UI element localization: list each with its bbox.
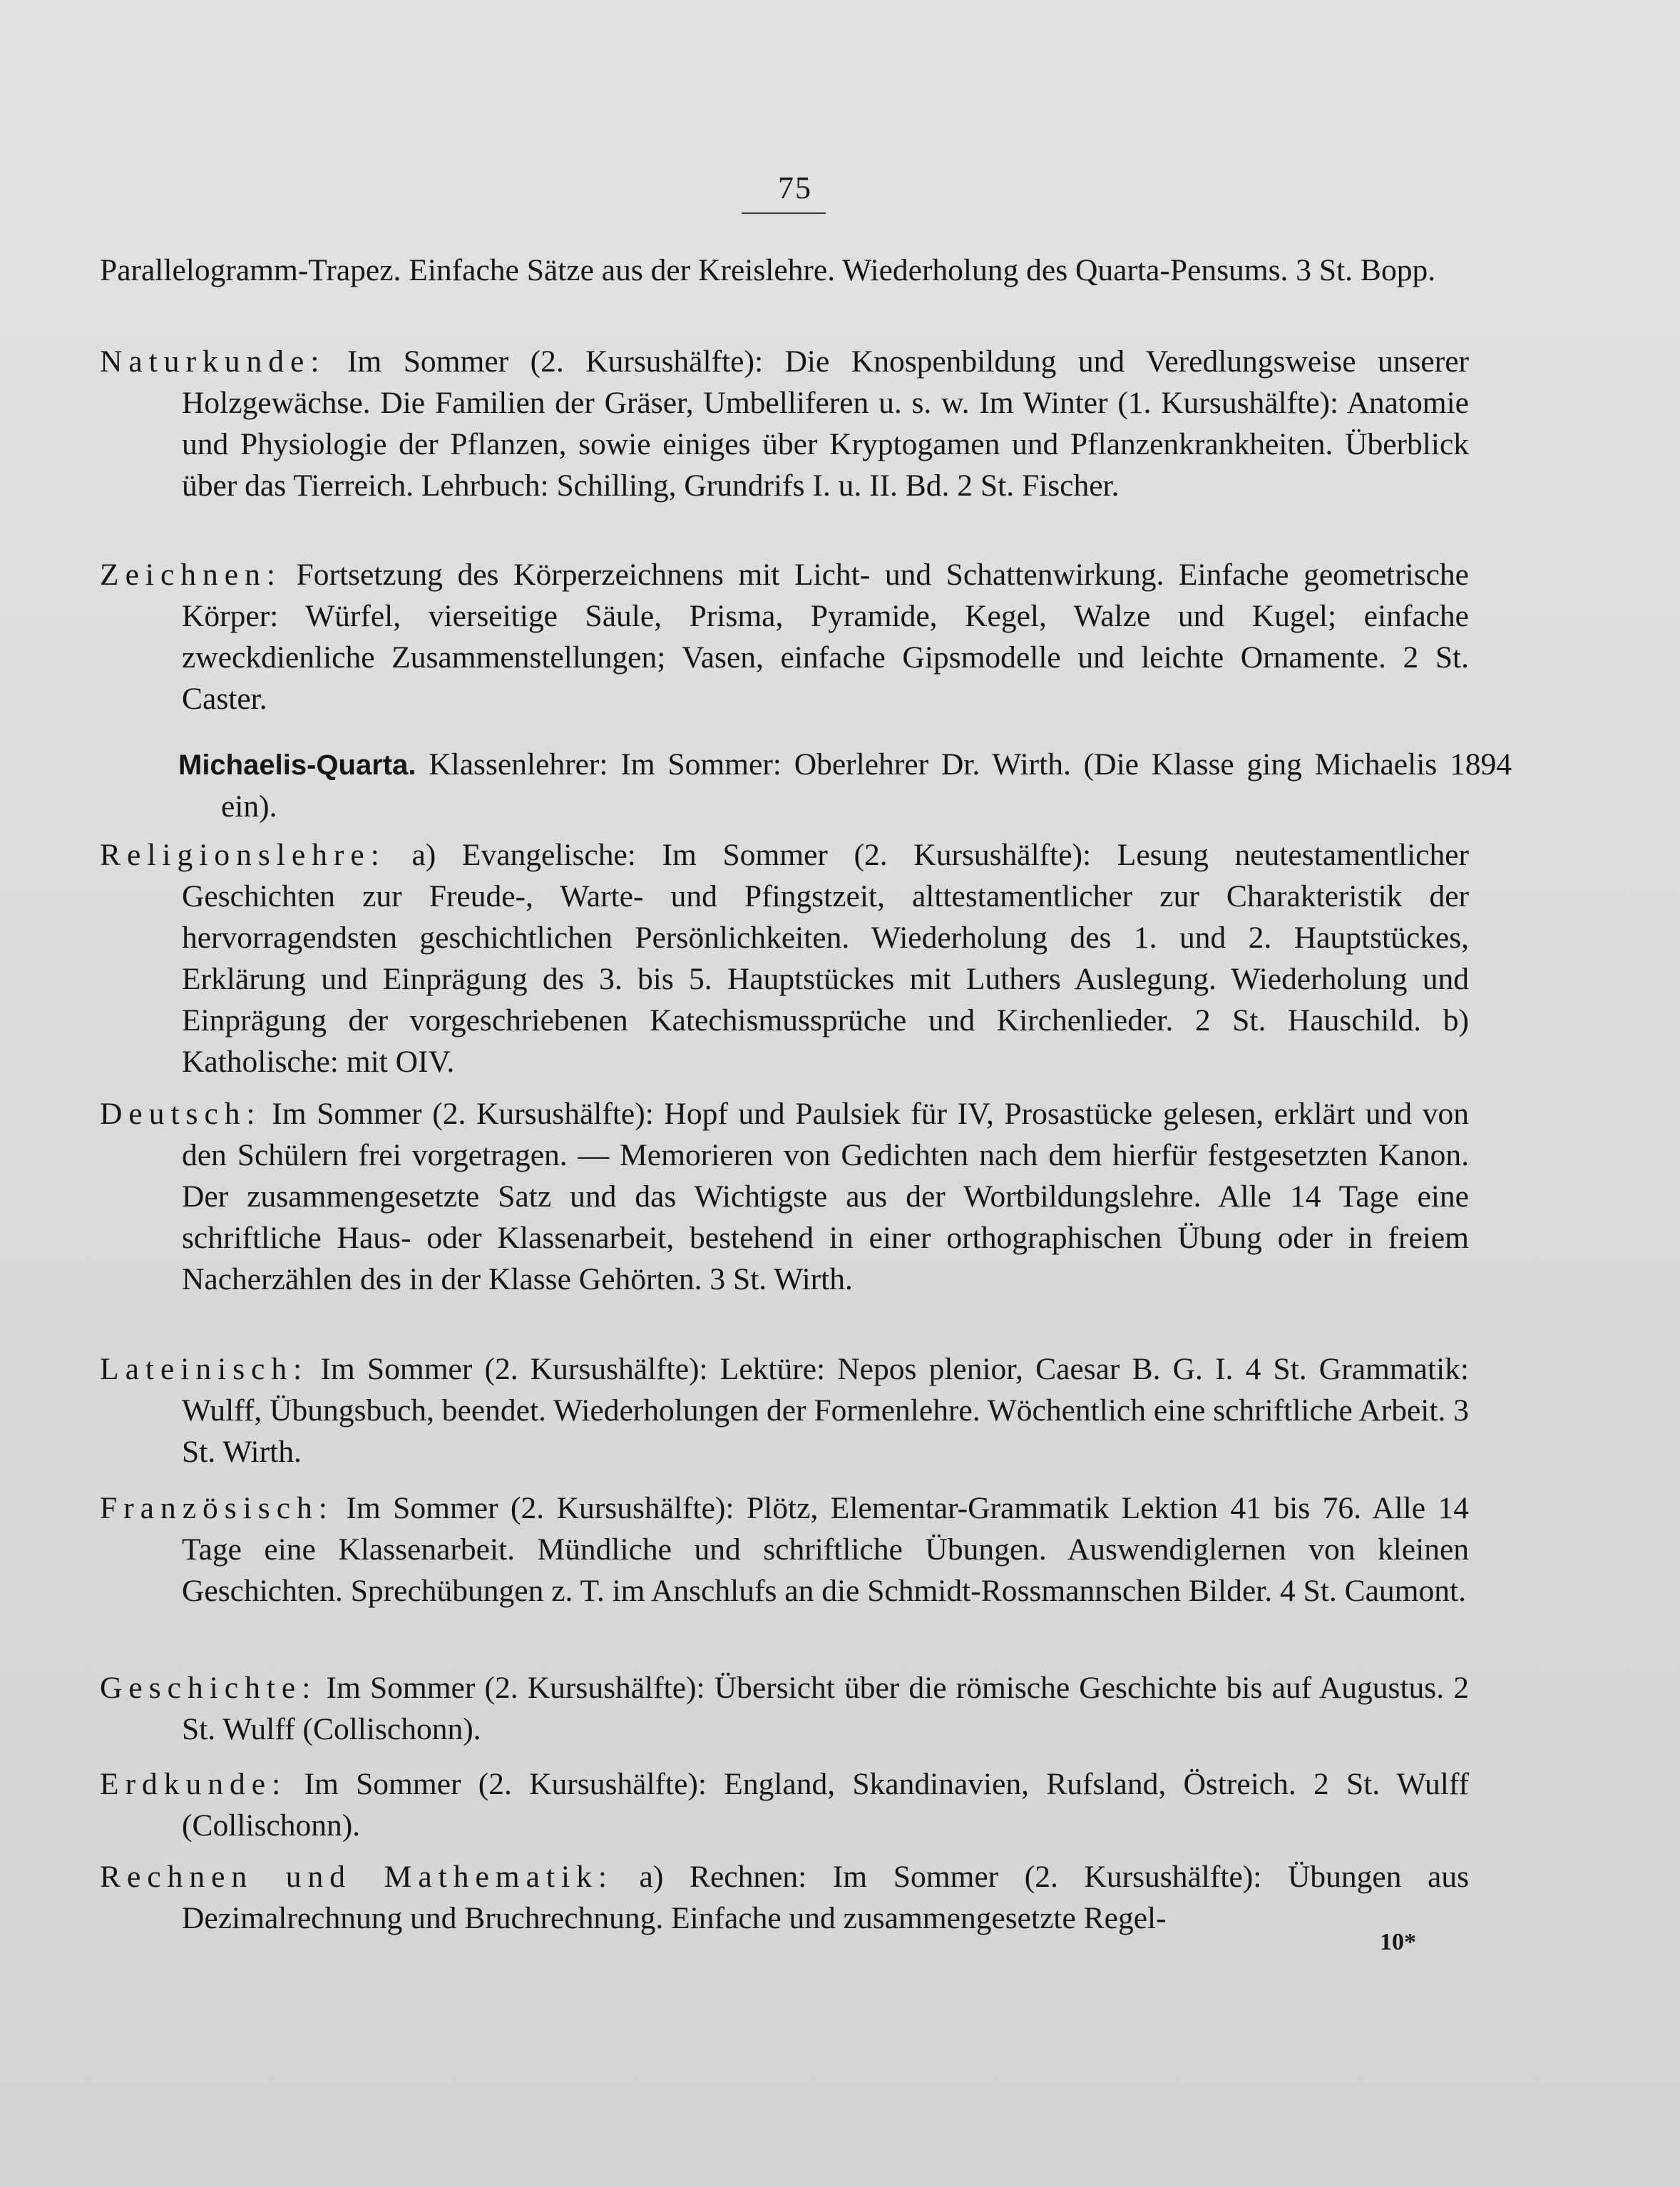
- section-lateinisch: [100, 1348, 1470, 1472]
- class-heading: [178, 744, 1512, 827]
- printer-signature: 10*: [1380, 1929, 1416, 1955]
- page-number-rule: [742, 212, 826, 214]
- section-rechnen-mathematik: [100, 1856, 1470, 1939]
- section-deutsch: [100, 1093, 1470, 1300]
- section-geschichte: [100, 1667, 1469, 1750]
- section-religionslehre: [100, 834, 1469, 1082]
- section-text: Im Sommer (2. Kursushälfte): Übersicht über die römische Geschichte bis auf Augustus. 2 St. Wulff (Collischonn).: [182, 1671, 1469, 1746]
- section-text: a) Evangelische: Im Sommer (2. Kursushälfte): Lesung neutestamentlicher Geschichten zur Freude-, Warte- und Pfingstzeit, alttestamentlicher zur Charakteristik der hervorragendsten geschichtlichen Persönlichkeiten. Wiederholung des 1. und 2. Hauptstückes, Erklärung und Einprägung des 3. bis 5. Hauptstückes mit Luthers Auslegung. Wiederholung und Einprägung der vorgeschriebenen Katechismussprüche und Kirchenlieder. 2 St. Hauschild. b) Katholische: mit OIV.: [182, 838, 1469, 1079]
- section-text: Im Sommer (2. Kursushälfte): England, Skandinavien, Rufsland, Östreich. 2 St. Wulff (Collischonn).: [182, 1767, 1470, 1843]
- class-title: Michaelis-Quarta.: [178, 749, 416, 781]
- section-naturkunde: [100, 341, 1469, 506]
- section-text: Im Sommer (2. Kursushälfte): Plötz, Elementar-Grammatik Lektion 41 bis 76. Alle 14 Tage eine Klassenarbeit. Mündliche und schriftliche Übungen. Auswendiglernen von kleinen Geschichten. Sprechübungen z. T. im Anschlufs an die Schmidt-Rossmannschen Bilder. 4 St. Caumont.: [182, 1491, 1469, 1608]
- section-text: Im Sommer (2. Kursushälfte): Die Knospenbildung und Veredlungsweise unserer Holzgewächse. Die Familien der Gräser, Umbelliferen u. s. w. Im Winter (1. Kursushälfte): Anatomie und Physiologie der Pflanzen, sowie einiges über Kryptogamen und Pflanzenkrankheiten. Überblick über das Tierreich. Lehrbuch: Schilling, Grundrifs I. u. II. Bd. 2 St. Fischer.: [182, 344, 1469, 503]
- section-zeichnen: [100, 554, 1469, 719]
- page-number: 75: [778, 170, 812, 205]
- class-heading-text: Klassenlehrer: Im Sommer: Oberlehrer Dr. Wirth. (Die Klasse ging Michaelis 1894 ein).: [221, 747, 1512, 824]
- section-heading: Deutsch:: [100, 1097, 262, 1131]
- section-erdkunde: [100, 1763, 1470, 1846]
- section-heading: Zeichnen:: [100, 558, 282, 592]
- section-text: Fortsetzung des Körperzeichnens mit Licht- und Schattenwirkung. Einfache geometrische Körper: Würfel, vierseitige Säule, Prisma, Pyramide, Kegel, Walze und Kugel; einfache zweckdienliche Zusammenstellungen; Vasen, einfache Gipsmodelle und leichte Ornamente. 2 St. Caster.: [182, 558, 1469, 716]
- section-text: a) Rechnen: Im Sommer (2. Kursushälfte): Übungen aus Dezimalrechnung und Bruchrechnung. Einfache und zusammengesetzte Regel-: [182, 1860, 1470, 1935]
- section-heading: Naturkunde:: [100, 344, 326, 379]
- section-heading: Religionslehre:: [100, 838, 386, 872]
- section-continuation: [100, 250, 1469, 291]
- section-text: Im Sommer (2. Kursushälfte): Lektüre: Nepos plenior, Caesar B. G. I. 4 St. Grammatik: Wulff, Übungsbuch, beendet. Wiederholungen der Formenlehre. Wöchentlich eine schriftliche Arbeit. 3 St. Wirth.: [182, 1352, 1470, 1469]
- section-text: Im Sommer (2. Kursushälfte): Hopf und Paulsiek für IV, Prosastücke gelesen, erklärt und von den Schülern frei vorgetragen. — Memorieren von Gedichten nach dem hierfür festgesetzten Kanon. Der zusammengesetzte Satz und das Wichtigste aus der Wortbildungslehre. Alle 14 Tage eine schriftliche Haus- oder Klassenarbeit, bestehend in einer orthographischen Übung oder in freiem Nacherzählen des in der Klasse Gehörten. 3 St. Wirth.: [182, 1097, 1470, 1296]
- section-heading: Geschichte:: [100, 1671, 317, 1705]
- section-franzoesisch: [100, 1487, 1469, 1612]
- section-heading: Erdkunde:: [100, 1767, 287, 1801]
- section-heading: Rechnen und Mathematik:: [100, 1860, 613, 1894]
- section-heading: Französisch:: [100, 1491, 334, 1525]
- section-heading: Lateinisch:: [100, 1352, 309, 1386]
- section-text: Parallelogramm-Trapez. Einfache Sätze aus der Kreislehre. Wiederholung des Quarta-Pensums. 3 St. Bopp.: [100, 253, 1436, 287]
